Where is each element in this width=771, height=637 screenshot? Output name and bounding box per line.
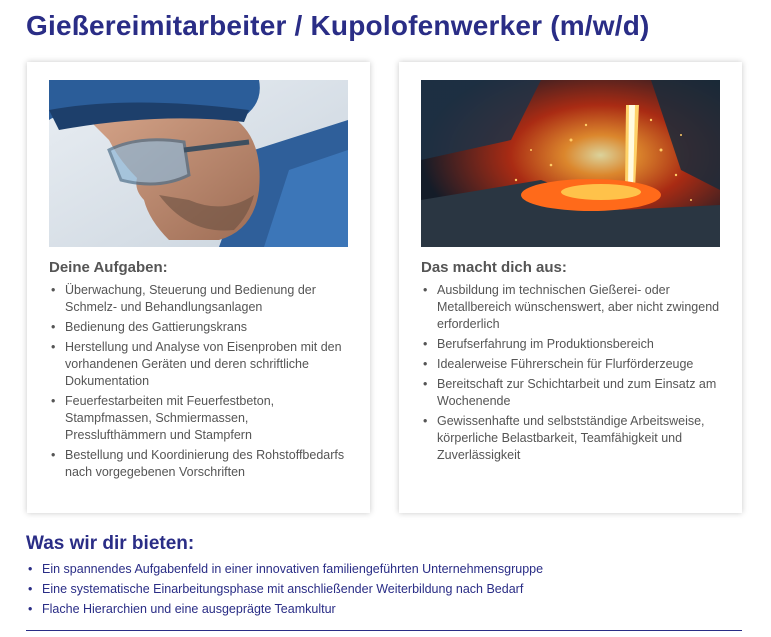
offer-heading: Was wir dir bieten: [26,533,195,554]
page-title: Gießereimitarbeiter / Kupolofenwerker (m/w/d) [26,10,650,41]
list-item: • Berufserfahrung im Produktionsbereich [421,336,721,353]
section-divider [26,630,742,631]
list-item: • Herstellung und Analyse von Eisenproben mit den vorhandenen Geräten und deren schriftliche Dokumentation [49,339,349,390]
list-item: • Gewissenhafte und selbstständige Arbeitsweise, körperliche Belastbarkeit, Teamfähigkeit und Zuverlässigkeit [421,413,721,464]
profile-card [399,62,742,513]
tasks-list [49,282,349,484]
list-item: • Bestellung und Koordinierung des Rohstoffbedarfs nach vorgegebenen Vorschriften [49,447,349,481]
tasks-heading: Deine Aufgaben: [49,259,168,276]
list-item: • Feuerfestarbeiten mit Feuerfestbeton, Stampfmassen, Schmiermassen, Presslufthämmern und Stampfern [49,393,349,444]
profile-heading: Das macht dich aus: [421,259,567,276]
offer-list [26,559,543,619]
list-item: • Flache Hierarchien und eine ausgeprägte Teamkultur [26,599,543,619]
foundry-photo [421,80,720,247]
list-item: • Idealerweise Führerschein für Flurförderzeuge [421,356,721,373]
profile-list [421,282,721,467]
worker-photo [49,80,348,247]
list-item: • Eine systematische Einarbeitungsphase mit anschließender Weiterbildung nach Bedarf [26,579,543,599]
tasks-card [27,62,370,513]
list-item: • Bedienung des Gattierungskrans [49,319,349,336]
list-item: • Bereitschaft zur Schichtarbeit und zum Einsatz am Wochenende [421,376,721,410]
list-item: • Ein spannendes Aufgabenfeld in einer innovativen familiengeführten Unternehmensgruppe [26,559,543,579]
list-item: • Ausbildung im technischen Gießerei- oder Metallbereich wünschenswert, aber nicht zwingend erforderlich [421,282,721,333]
list-item: • Überwachung, Steuerung und Bedienung der Schmelz- und Behandlungsanlagen [49,282,349,316]
